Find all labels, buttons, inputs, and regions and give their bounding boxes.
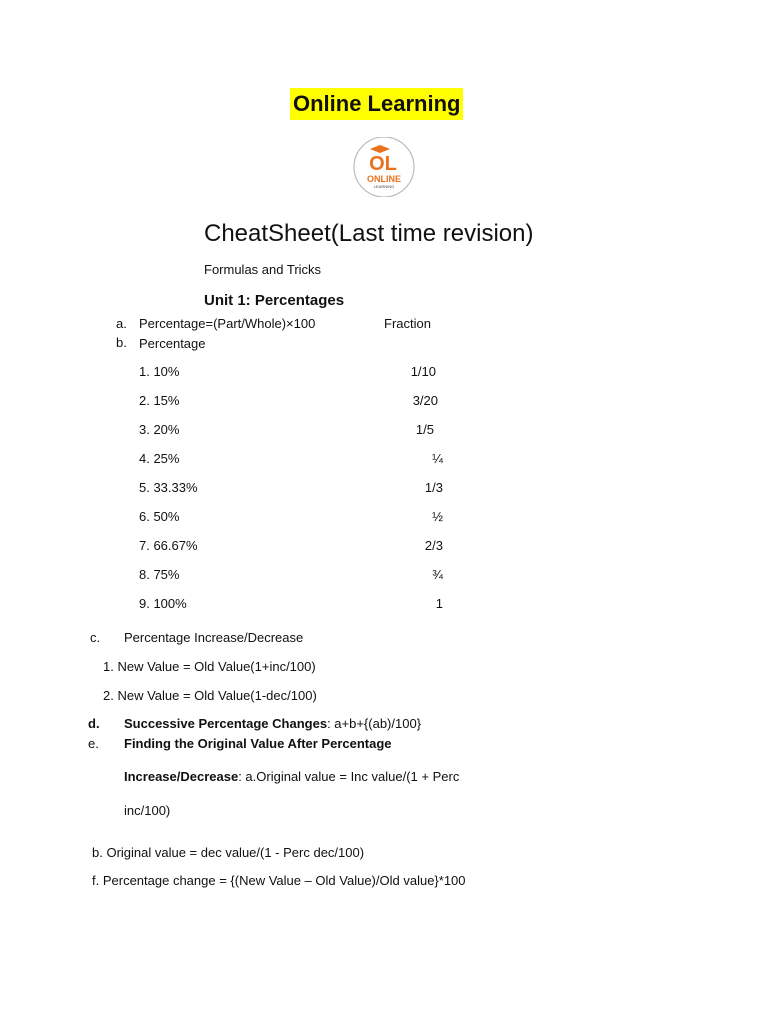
document-title: CheatSheet(Last time revision) bbox=[204, 220, 534, 247]
conversion-fraction: 1/10 bbox=[410, 364, 436, 379]
conversion-fraction: 3/20 bbox=[412, 393, 438, 408]
percentage-change-formula: f. Percentage change = {(New Value – Old Value)/Old value}*100 bbox=[92, 873, 466, 888]
conversion-fraction: 1 bbox=[435, 596, 443, 611]
list-marker-d: d. bbox=[88, 716, 100, 731]
conversion-percent: 6. 50% bbox=[139, 509, 180, 524]
section-d-formula: : a+b+{(ab)/100} bbox=[327, 716, 422, 731]
percentage-formula: Percentage=(Part/Whole)×100 bbox=[139, 316, 316, 331]
conversion-percent: 5. 33.33% bbox=[139, 480, 198, 495]
section-e-formula: : a.Original value = Inc value/(1 + Perc bbox=[238, 769, 460, 784]
conversion-percent: 9. 100% bbox=[139, 596, 187, 611]
section-c-title: Percentage Increase/Decrease bbox=[124, 630, 304, 645]
conversion-fraction: 1/5 bbox=[415, 422, 434, 437]
header-title: Online Learning bbox=[290, 88, 463, 120]
list-marker-a: a. bbox=[116, 316, 127, 331]
conversion-percent: 2. 15% bbox=[139, 393, 180, 408]
conversion-fraction: 2/3 bbox=[424, 538, 443, 553]
list-marker-c: c. bbox=[90, 630, 101, 645]
logo-word-online: ONLINE bbox=[366, 174, 402, 184]
conversion-fraction: ¼ bbox=[432, 451, 443, 466]
section-e-formula-cont: inc/100) bbox=[124, 803, 171, 818]
document-subtitle: Formulas and Tricks bbox=[204, 262, 322, 277]
section-e-text bbox=[124, 769, 459, 784]
fraction-header: Fraction bbox=[384, 316, 431, 331]
original-value-formula: b. Original value = dec value/(1 - Perc dec/100) bbox=[92, 845, 365, 860]
section-e-title: Finding the Original Value After Percentage bbox=[124, 736, 392, 751]
conversion-fraction: ½ bbox=[432, 509, 443, 524]
list-marker-e: e. bbox=[88, 736, 99, 751]
conversion-percent: 1. 10% bbox=[139, 364, 180, 379]
decrease-formula: 2. New Value = Old Value(1-dec/100) bbox=[103, 688, 317, 703]
conversion-percent: 3. 20% bbox=[139, 422, 180, 437]
conversion-percent: 4. 25% bbox=[139, 451, 180, 466]
conversion-fraction: 1/3 bbox=[424, 480, 443, 495]
section-d-title: Successive Percentage Changes bbox=[124, 716, 328, 731]
conversion-percent: 8. 75% bbox=[139, 567, 180, 582]
conversion-percent: 7. 66.67% bbox=[139, 538, 198, 553]
conversion-fraction: ¾ bbox=[432, 567, 443, 582]
increase-formula: 1. New Value = Old Value(1+inc/100) bbox=[103, 659, 316, 674]
section-d-text bbox=[124, 716, 421, 731]
logo-letters: OL bbox=[369, 153, 397, 175]
section-e-title-cont: Increase/Decrease bbox=[124, 769, 239, 784]
percentage-header: Percentage bbox=[139, 336, 206, 351]
unit-heading: Unit 1: Percentages bbox=[204, 292, 345, 309]
online-learning-logo bbox=[349, 137, 419, 197]
logo-word-learning: LEARNING bbox=[373, 184, 395, 189]
list-marker-b: b. bbox=[116, 335, 127, 350]
